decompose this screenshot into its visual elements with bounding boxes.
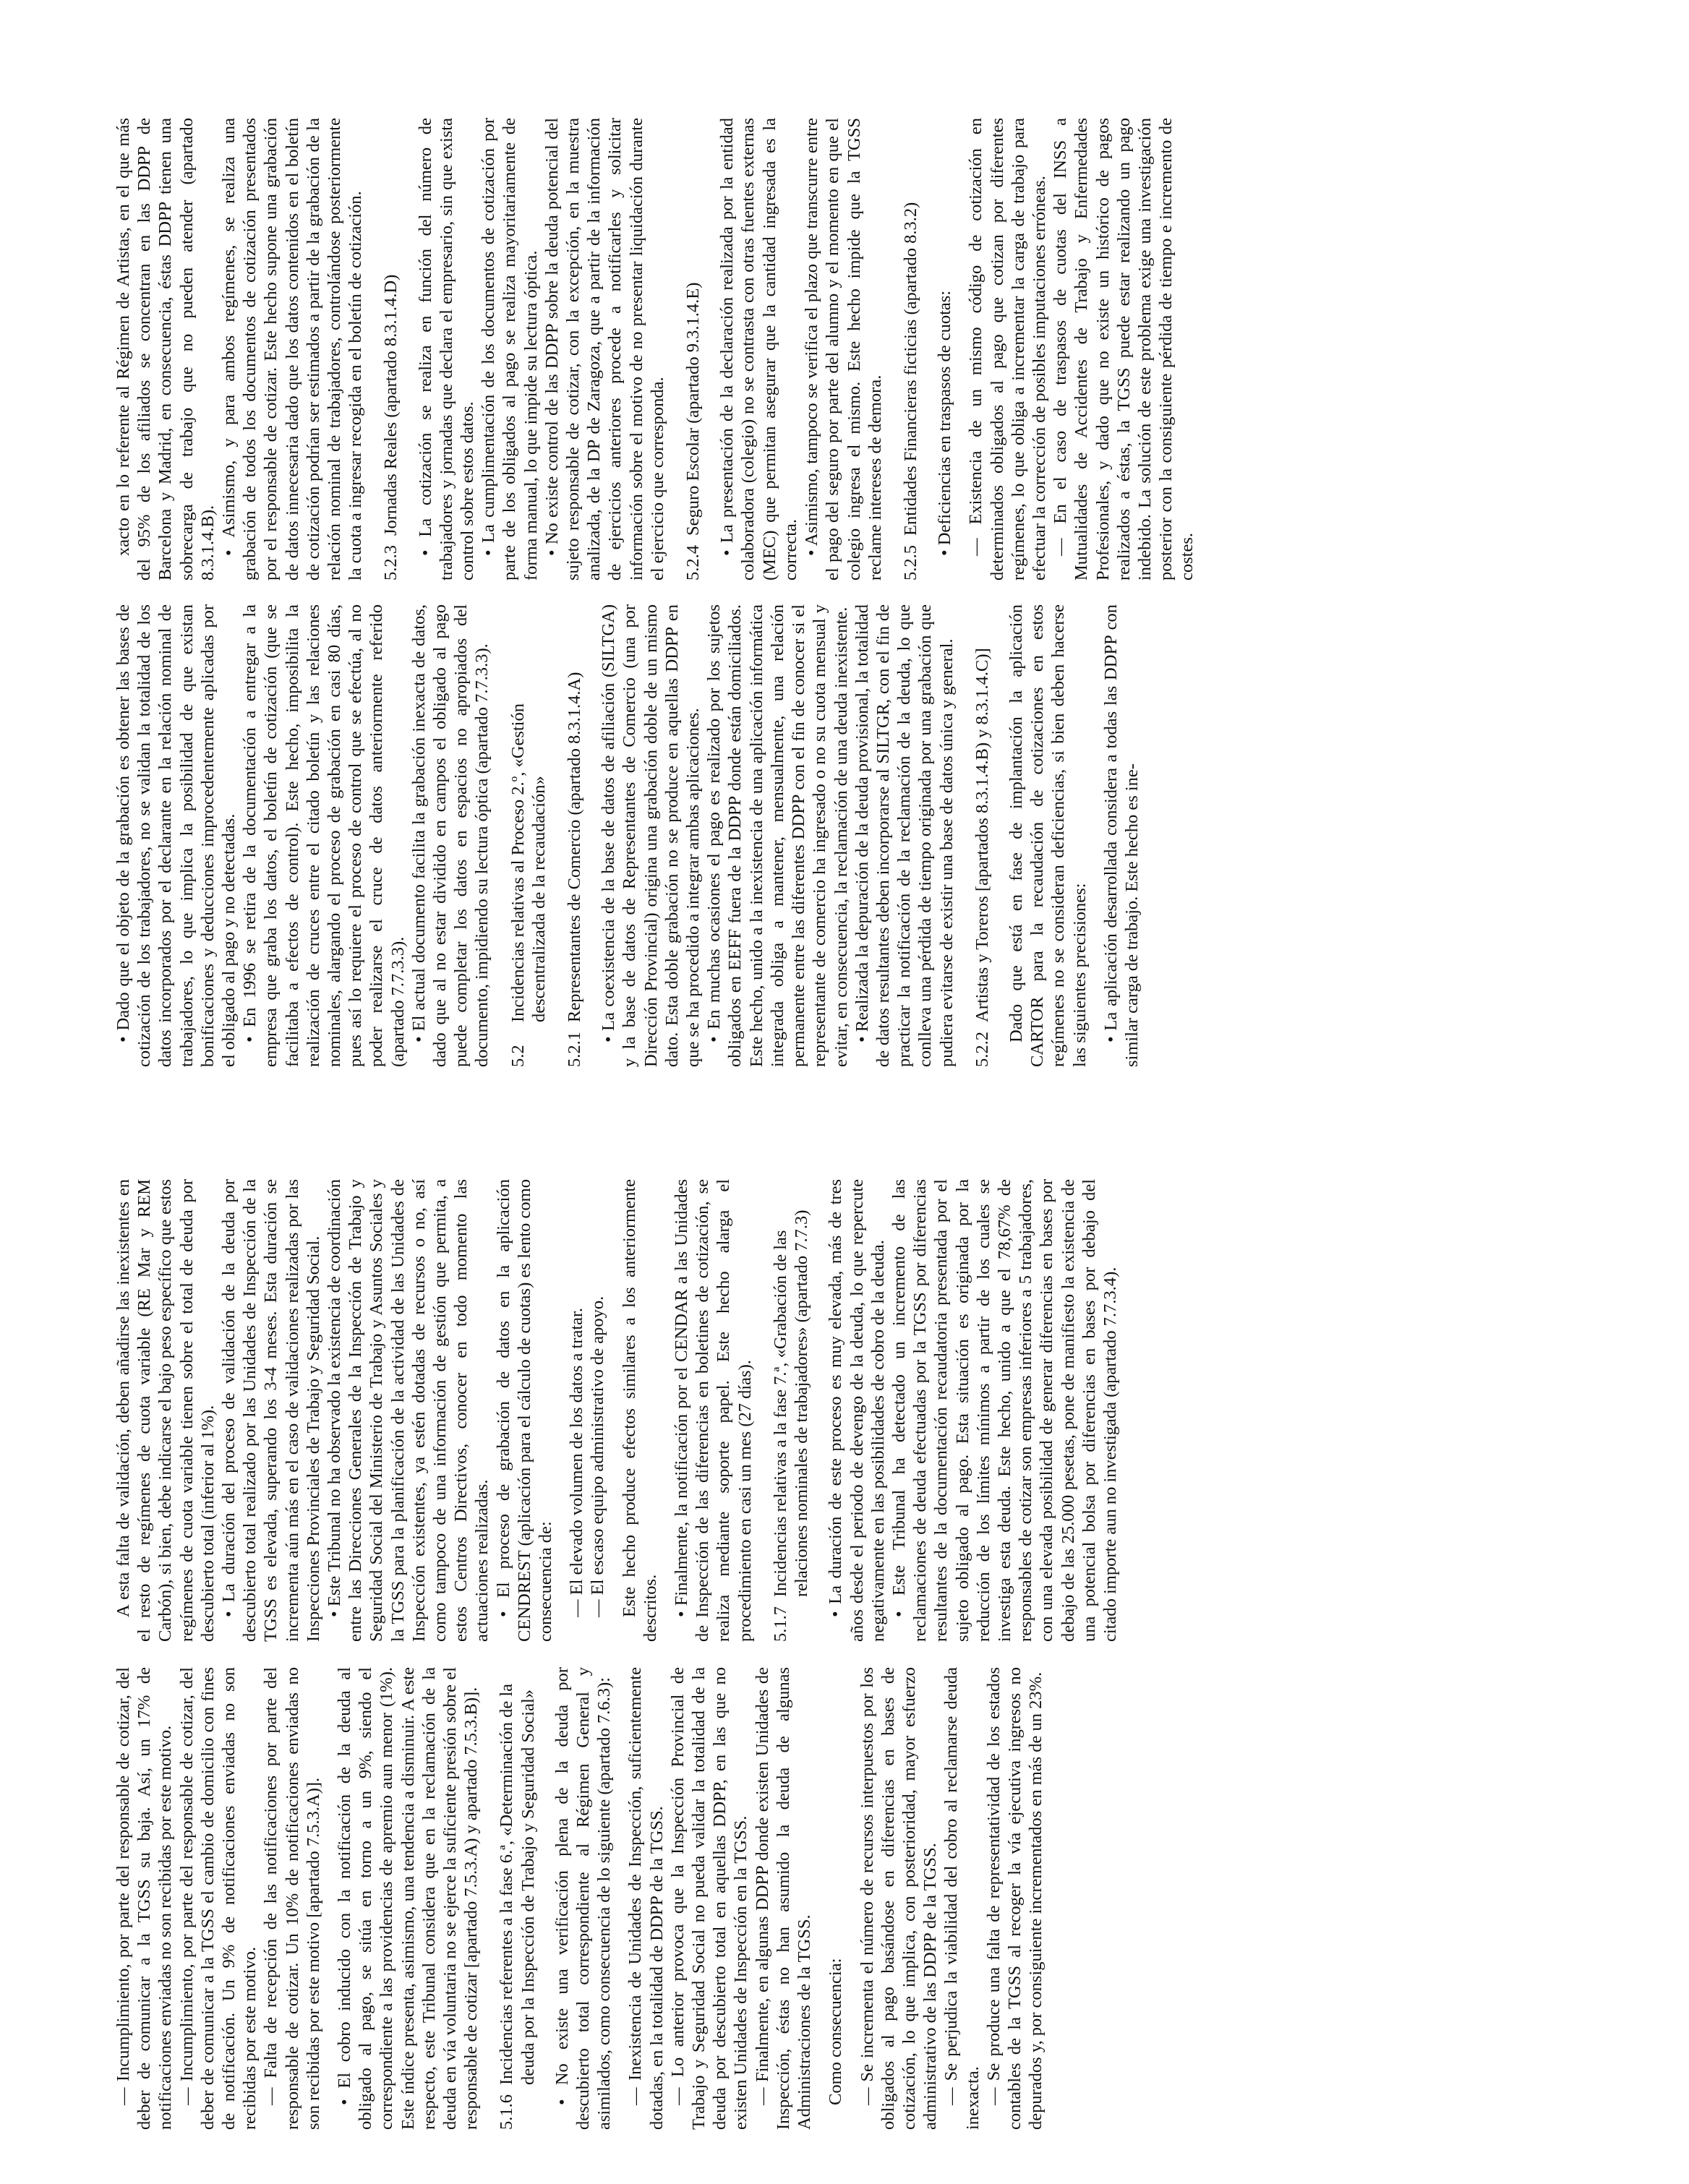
paragraph: • Realizada la depuración de la deuda provisional, la totalidad de datos resultantes deben incorporarse al SILTGR, con el fin de practicar la notificación de la reclamación de la deuda, lo que conlleva una pérdida de tiempo originada por una grabación que pudiera evitarse de existir una base de datos única y general. <box>852 604 957 1067</box>
section-heading <box>770 1179 812 1642</box>
paragraph: • Dado que el objeto de la grabación es obtener las bases de cotización de los trabajadores, no se validan la totalidad de los datos incorporados por el declarante en la relación nominal de trabajadores, lo que implica la posibilidad de que existan bonificaciones y deducciones improcedentemente aplicadas por el obligado al pago y no detectadas. <box>114 604 239 1067</box>
paragraph: — Finalmente, en algunas DDPP donde existen Unidades de Inspección, éstas no han asumido la deuda de algunas Administraciones de la TGSS. <box>752 1667 815 2130</box>
paragraph: Este hecho produce efectos similares a los anteriormente descritos. <box>619 1179 660 1642</box>
paragraph: Dado que está en fase de implantación la aplicación CARTOR para la recaudación de cotizaciones en estos regímenes no se consideran deficiencias, si bien deben hacerse las siguientes precisiones: <box>1006 604 1090 1067</box>
paragraph: • No existe una verificación plena de la deuda por descubierto total correspondiente al Régimen General y asimilados, como consecuencia de lo siguiente (apartado 7.6.3): <box>552 1667 615 2130</box>
paragraph: • En muchas ocasiones el pago es realizado por los sujetos obligados en EEFF fuera de la DDPP donde están domiciliados. Este hecho, unido a la inexistencia de una aplicación informática integrada obliga a mantener, mensualmente, una relación permanente entre las diferentes DDPP con el fin de conocer si el representante de comercio ha ingresado o no su cuota mensual y evitar, en consecuencia, la reclamación de una deuda inexistente. <box>704 604 851 1067</box>
section-heading <box>508 604 550 1067</box>
paragraph: xacto en lo referente al Régimen de Artistas, en el que más del 95% de los afiliados se concentran en las DDPP de Barcelona y Madrid, en consecuencia, éstas DDPP tienen una sobrecarga de trabajo que no pueden atender (apartado 8.3.1.4.B). <box>114 118 218 581</box>
paragraph: • Este Tribunal ha detectado un incremento de las reclamaciones de deuda efectuadas por la TGSS por diferencias resultantes de la documentación recaudatoria presentada por el sujeto obligado al pago. Esta situación es originada por la reducción de los límites mínimos a partir de los cuales se investiga esta deuda. Este hecho, unido a que el 78,67% de responsables de cotizar son empresas inferiores a 5 trabajadores, con una elevada posibilidad de generar diferencias en bases por debajo de las 25.000 pesetas, pone de manifiesto la existencia de una potencial bolsa por diferencias en bases por debajo del citado importe aun no investigada (apartado 7.7.3.4). <box>889 1179 1120 1642</box>
paragraph: — Incumplimiento, por parte del responsable de cotizar, del deber de comunicar a la TGSS el cambio de domicilio con fines de notificación. Un 9% de notificaciones enviadas no son recibidas por este motivo. <box>176 1667 260 2130</box>
paragraph: • El proceso de grabación de datos en la aplicación CENDREST (aplicación para el cálculo de cuotas) es lento como consecuencia de: <box>493 1179 556 1642</box>
section-title: Artistas y Toreros [apartados 8.3.1.4.B) y 8.3.1.4.C)] <box>972 648 992 1022</box>
paragraph: — El elevado volumen de los datos a tratar. <box>567 1308 587 1617</box>
section-number: 5.2 <box>508 1045 528 1067</box>
paragraph: — Incumplimiento, por parte del responsable de cotizar, del deber de comunicar a la TGSS su baja. Así, un 17% de notificaciones enviadas no son recibidas por este motivo. <box>114 1667 176 2130</box>
section-heading <box>972 604 993 1067</box>
text-column-2 <box>113 1179 1121 1642</box>
paragraph: • La coexistencia de la base de datos de afiliación (SILTGA) y la base de datos de Representantes de Comercio (una por Dirección Provincial) origina una grabación doble de un mismo dato. Esta doble grabación no se produce en aquellas DDPP en que se ha procedido a integrar ambas aplicaciones. <box>599 604 704 1067</box>
paragraph: • El cobro inducido con la notificación de la deuda al obligado al pago, se sitúa en torno a un 9%, siendo el correspondiente a las providencias de apremio aun menor (1%). Este índice presenta, asimismo, una tendencia a disminuir. A este respecto, este Tribunal considera que en la reclamación de la deuda en vía voluntaria no se ejerce la suficiente presión sobre el responsable de cotizar [apartado 7.5.3.A) y apartado 7.5.3.B)]. <box>335 1667 482 2130</box>
paragraph: — En el caso de traspasos de cuotas del INSS a Mutualidades de Accidentes de Trabajo y Enfermedades Profesionales, y dado que no existe un histórico de pagos realizados a éstas, la TGSS puede estar realizando un pago indebido. La solución de este problema exige una investigación posterior con la consiguiente pérdida de tiempo e incremento de costes. <box>1051 118 1197 581</box>
section-number: 5.2.1 <box>565 1032 585 1067</box>
paragraph: A esta falta de validación, deben añadirse las inexistentes en el resto de regímenes de cuota variable (RE Mar y REM Carbón), si bien, debe indicarse el bajo peso específico que estos regímenes de cuota variable tienen sobre el total de deuda por descubierto total (inferior al 1%). <box>114 1179 218 1642</box>
paragraph: — Se incrementa el número de recursos interpuestos por los obligados al pago basándose en diferencias en bases de cotización, lo que implica, con posterioridad, mayor esfuerzo administrativo de las DDPP de la TGSS. <box>857 1667 941 2130</box>
paragraph: • La presentación de la declaración realizada por la entidad colaboradora (colegio) no se contrasta con otras fuentes externas (MEC) que permitan asegurar que la cantidad ingresada es la correcta. <box>717 118 800 581</box>
paragraph: • La duración de este proceso es muy elevada, más de tres años desde el periodo de devengo de la deuda, lo que repercute negativamente en las posibilidades de cobro de la deuda. <box>826 1179 888 1642</box>
paragraph: — Se perjudica la viabilidad del cobro al reclamarse deuda inexacta. <box>941 1667 983 2130</box>
paragraph: • No existe control de las DDPP sobre la deuda potencial del sujeto responsable de cotizar, con la excepción, en la muestra analizada, de la DP de Zaragoza, que a partir de la información de ejercicios anteriores procede a notificarles y solicitar información sobre el motivo de no presentar liquidación durante el ejercicio que corresponda. <box>542 118 667 581</box>
paragraph: • La duración del proceso de validación de la deuda por descubierto total realizado por las Unidades de Inspección de la TGSS es elevada, superando los 3-4 meses. Esta duración se incrementa aún más en el caso de validaciones realizadas por las Inspecciones Provinciales de Trabajo y Seguridad Social. <box>219 1179 323 1642</box>
text-column-3 <box>113 604 1142 1067</box>
section-title: Incidencias relativas a la fase 7.ª, «Grabación de las relaciones nominales de trabajadores» (apartado 7.7.3) <box>770 1209 812 1597</box>
section-title: Jornadas Reales (apartado 8.3.1.4.D) <box>381 274 401 536</box>
section-heading <box>683 118 704 581</box>
paragraph: • Este Tribunal no ha observado la existencia de coordinación entre las Direcciones Generales de la Inspección de Trabajo y Seguridad Social del Ministerio de Trabajo y Asuntos Sociales y la TGSS para la planificación de la actividad de las Unidades de Inspección existentes, ya estén dotadas de recursos o no, así como tampoco de una información de gestión que permita, a estos Centros Directivos, conocer en todo momento las actuaciones realizadas. <box>325 1179 492 1642</box>
paragraph: — Se produce una falta de representatividad de los estados contables de la TGSS al recoger la vía ejecutiva ingresos no depurados y, por consiguiente incrementados en más de un 23%. <box>983 1667 1046 2130</box>
paragraph: • En 1996 se retira de la documentación a entregar a la empresa que graba los datos, el boletín de cotización (que se facilitaba a efectos de control). Este hecho, imposibilita la realización de cruces entre el citado boletín y las relaciones nominales, alargando el proceso de grabación en casi 80 días, pues así lo requiere el proceso de control que se efectúa, al no poder realizarse el cruce de datos anteriormente referido (apartado 7.7.3.3). <box>240 604 408 1067</box>
section-number: 5.2.3 <box>381 545 401 581</box>
paragraph: — Falta de recepción de las notificaciones por parte del responsable de cotizar. Un 10% de notificaciones enviadas no son recibidas por este motivo [apartado 7.5.3.A)]. <box>261 1667 323 2130</box>
section-number: 5.2.4 <box>683 545 704 581</box>
section-title: Incidencias relativas al Proceso 2.º, «Gestión descentralizada de la recaudación» <box>508 703 549 1022</box>
paragraph: • La cumplimentación de los documentos de cotización por parte de los obligados al pago se realiza mayoritariamente de forma manual, lo que impide su lectura óptica. <box>479 118 541 581</box>
text-column-1 <box>113 1667 1046 2130</box>
paragraph: • Finalmente, la notificación por el CENDAR a las Unidades de Inspección de las diferencias en boletines de cotización, se realiza mediante soporte papel. Este hecho alarga el procedimiento en casi un mes (27 días). <box>672 1179 755 1642</box>
section-number: 5.2.2 <box>972 1032 992 1067</box>
section-title: Entidades Financieras ficticias (apartado 8.3.2) <box>900 202 920 536</box>
section-title: Representantes de Comercio (apartado 8.3.1.4.A) <box>565 672 585 1022</box>
paragraph: Como consecuencia: <box>826 1958 846 2105</box>
section-heading <box>496 1667 538 2130</box>
section-title: Seguro Escolar (apartado 9.3.1.4.E) <box>683 282 704 536</box>
paragraph: — Existencia de un mismo código de cotización en determinados obligados al pago que cotizan por diferentes regímenes, lo que obliga a incrementar la carga de trabajo para efectuar la corrección de posibles imputaciones erróneas. <box>966 118 1049 581</box>
section-heading <box>900 118 921 581</box>
paragraph: • El actual documento facilita la grabación inexacta de datos, dado que al no estar dividido en campos el obligado al pago puede completar los datos en espacios no apropiados del documento, impidiendo su lectura óptica (apartado 7.7.3.3). <box>409 604 492 1067</box>
section-heading <box>564 604 585 1067</box>
paragraph: — El escaso equipo administrativo de apoyo. <box>588 1296 608 1617</box>
section-number: 5.1.7 <box>770 1606 790 1642</box>
paragraph: • La cotización se realiza en función del número de trabajadores y jornadas que declara el empresario, sin que exista control sobre estos datos. <box>415 118 478 581</box>
section-number: 5.1.6 <box>497 2094 517 2130</box>
paragraph: • La aplicación desarrollada considera a todas las DDPP con similar carga de trabajo. Este hecho es ine- <box>1100 604 1142 1067</box>
paragraph: — Lo anterior provoca que la Inspección Provincial de Trabajo y Seguridad Social no pueda validar la totalidad de la deuda por descubierto total en aquellas DDPP, en las que no existen Unidades de Inspección en la TGSS. <box>667 1667 751 2130</box>
section-number: 5.2.5 <box>900 545 920 581</box>
section-heading <box>380 118 401 581</box>
paragraph: • Deficiencias en traspasos de cuotas: <box>935 290 955 556</box>
section-title: Incidencias referentes a la fase 6.ª, «Determinación de la deuda por la Inspección de Trabajo y Seguridad Social» <box>497 1683 538 2085</box>
paragraph: • Asimismo, y para ambos regímenes, se realiza una grabación de todos los documentos de cotización presentados por el responsable de cotizar. Este hecho supone una grabación de datos innecesaria dado que los datos contenidos en el boletín de cotización podrían ser estimados a partir de la grabación de la relación nominal de trabajadores, controlándose posteriormente la cuota a ingresar recogida en el boletín de cotización. <box>219 118 366 581</box>
paragraph: — Inexistencia de Unidades de Inspección, suficientemente dotadas, en la totalidad de DDPP de la TGSS. <box>625 1667 667 2130</box>
text-column-4 <box>113 118 1198 581</box>
paragraph: • Asimismo, tampoco se verifica el plazo que transcurre entre el pago del seguro por parte del alumno y el momento en que el colegio ingresa el mismo. Este hecho impide que la TGSS reclame intereses de demora. <box>802 118 885 581</box>
